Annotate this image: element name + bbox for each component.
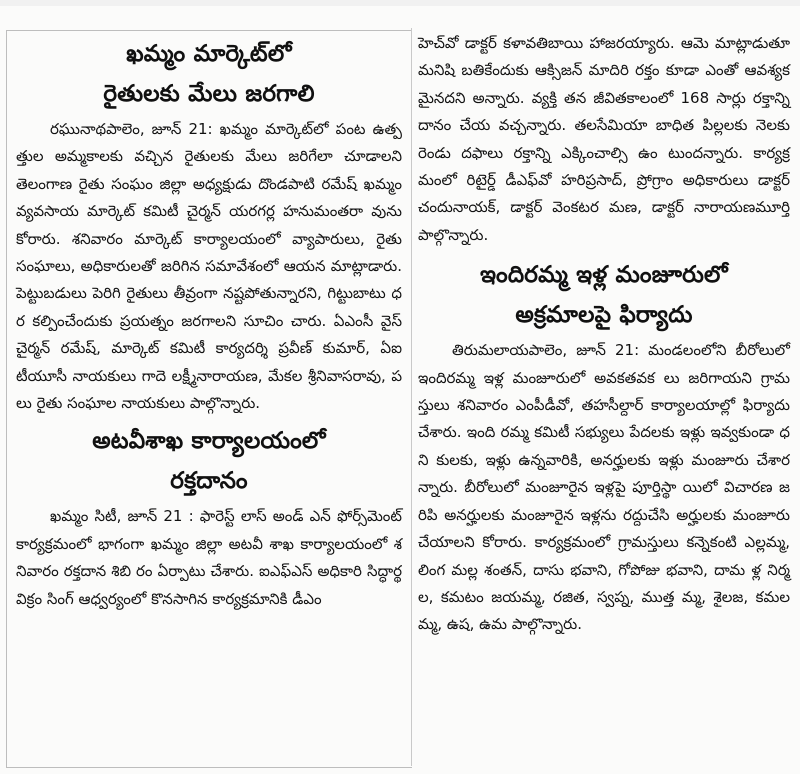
article-blood-donation-headline-line1: అటవీశాఖ కార్యాలయంలో: [92, 428, 326, 455]
article-market-headline-line2: రైతులకు మేలు జరగాలి: [103, 81, 315, 107]
article-market-headline-line1: ఖమ్మం మార్కెట్‌లో: [126, 41, 292, 67]
article-market: [16, 34, 402, 417]
article-indiramma-headline-line2: అక్రమాలపై ఫిర్యాదు: [515, 302, 693, 329]
left-column: [8, 0, 408, 774]
article-blood-donation-headline-line2: రక్తదానం: [170, 468, 248, 495]
right-column: [414, 0, 794, 774]
article-indiramma-body: తిరుమలాయపాలెం, జూన్ 21: మండలంలోని బీరోలులో ఇందిరమ్మ ఇళ్ల మంజూరులో అవకతవక లు జరిగాయని గ్రామస్తులు శనివారం ఎంపీడీవో, తహసీల్దార్ కార్యాలయాల్లో ఫిర్యాదు చేశారు. ఇంది రమ్మ కమిటీ సభ్యులు పేదలకు ఇళ్లు ఇవ్వకుండా ధని కులకు, ఇళ్లు ఉన్నవారికి, అనర్హులకు ఇళ్లు మంజూరు చేశారన్నారు. బీరోలులో మంజూరైన ఇళ్లపై పూర్తిస్థా యిలో విచారణ జరిపి అనర్హులకు మంజూరైన ఇళ్లను రద్దుచేసి అర్హులకు మంజూరు చేయాలని కోరారు. కార్యక్రమంలో గ్రామస్తులు కన్నెకంటి ఎల్లమ్మ, లింగ మల్ల శంతన్, దాసు భవాని, గోపోజు భవాని, దామ ళ్ల నిర్మల, కమటం జయమ్మ, రజిత, స్వప్న, ముత్త మ్మ, శైలజ, కమలమ్మ, ఉష, ఉమ పాల్గొన్నారు.: [418, 341, 790, 634]
article-indiramma-headline-line1: ఇందిరమ్మ ఇళ్ల మంజూరులో: [480, 262, 728, 289]
article-blood-donation-body-continued: హెచ్‌వో డాక్టర్ కళావతిబాయి హాజరయ్యారు. ఆమె మాట్లాడుతూ మనిషి బతికేందుకు ఆక్సిజన్ మాదిరి రక్తం కూడా ఎంతో ఆవశ్యకమైనదని అన్నారు. వ్యక్తి తన జీవితకాలంలో 168 సార్లు రక్తాన్ని దానం చేయ వచ్చన్నారు. తలసేమియా బాధిత పిల్లలకు నెలకు రెండు దఫాలు రక్తాన్ని ఎక్కించాల్సి ఉం టుందన్నారు. కార్యక్రమంలో రిటైర్డ్ డీఎఫ్‌వో హరిప్రసాద్, ప్రోగ్రాం అధికారులు డాక్టర్ చందునాయక్, డాక్టర్ వెంకటర మణ, డాక్టర్ నారాయణమూర్తి పాల్గొన్నారు.: [418, 34, 790, 244]
article-blood-donation: [16, 421, 402, 613]
article-market-body: రఘునాథపాలెం, జూన్ 21: ఖమ్మం మార్కెట్‌లో పంట ఉత్పత్తుల అమ్మకాలకు వచ్చిన రైతులకు మేలు జరిగేలా చూడాలని తెలంగాణ రైతు సంఘం జిల్లా అధ్యక్షుడు దొండపాటి రమేష్ ఖమ్మం వ్యవసాయ మార్కెట్ కమిటీ చైర్మన్ యరగర్ల హనుమంతరా వును కోరారు. శనివారం మార్కెట్ కార్యాలయంలో వ్యాపారులు, రైతు సంఘాలు, అధికారులతో జరిగిన సమావేశంలో ఆయన మాట్లాడారు. పెట్టుబడులు పెరిగి రైతులు తీవ్రంగా నష్టపోతున్నారని, గిట్టుబాటు ధర కల్పించేందుకు ప్రయత్నం జరగాలని సూచిం చారు. ఏఎంసీ వైస్ చైర్మన్ రమేష్, మార్కెట్ కమిటీ కార్యదర్శి ప్రవీణ్ కుమార్, ఏఐటీయూసీ నాయకులు గాదె లక్ష్మీనారాయణ, మేకల శ్రీనివాసరావు, పలు రైతు సంఘాల నాయకులు పాల్గొన్నారు.: [16, 120, 402, 413]
article-indiramma-houses: [418, 255, 790, 638]
article-blood-donation-body: ఖమ్మం సిటీ, జూన్ 21 : ఫారెస్ట్ లాస్ అండ్ ఎన్ ఫోర్స్‌మెంట్ కార్యక్రమంలో భాగంగా ఖమ్మం జిల్లా అటవీ శాఖ కార్యాలయంలో శనివారం రక్తదాన శిబి రం ఏర్పాటు చేశారు. ఐఎఫ్ఎస్ అధికారి సిద్ధార్థ విక్రం సింగ్ ఆధ్వర్యంలో కొనసాగిన కార్యక్రమానికి డీఎం: [16, 507, 402, 608]
column-divider: [411, 28, 412, 766]
